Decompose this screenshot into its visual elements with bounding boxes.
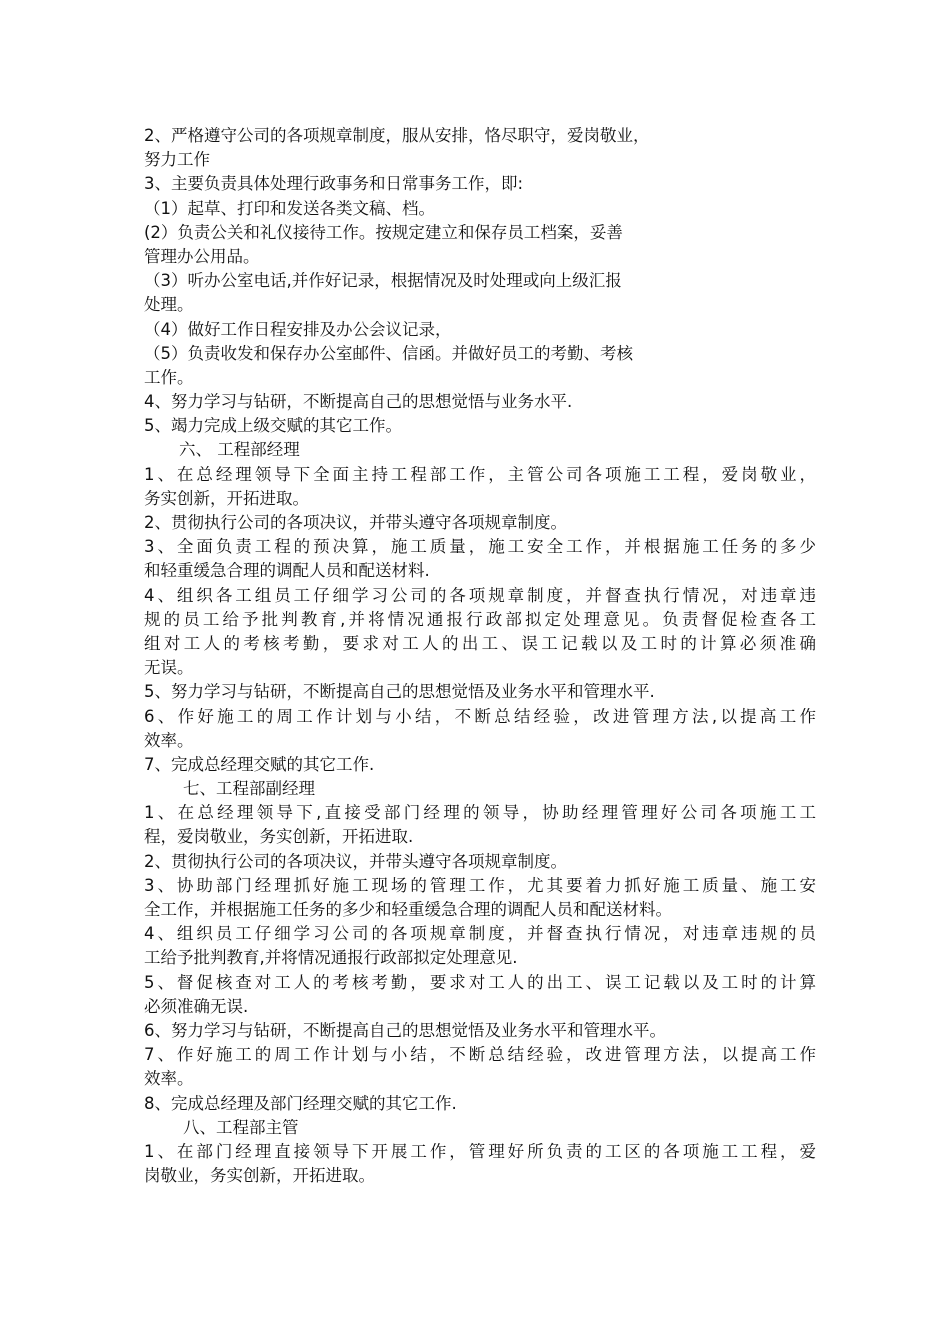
text-line: 务实创新，开拓进取。 [144,488,309,508]
text-line: 无误。 [144,658,194,678]
text-line: 3、协助部门经理抓好施工现场的管理工作，尤其要着力抓好施工质量、施工安 [144,875,816,895]
section-heading: 八、工程部主管 [183,1117,299,1137]
text-line: 5、竭力完成上级交赋的其它工作。 [144,416,402,436]
text-line: 规的员工给予批判教育,并将情况通报行政部拟定处理意见。负责督促检查各工 [144,609,816,629]
text-line: 5、努力学习与钻研，不断提高自己的思想觉悟及业务水平和管理水平. [144,682,655,702]
text-line: 1、在部门经理直接领导下开展工作，管理好所负责的工区的各项施工工程，爱 [144,1141,816,1161]
text-line: 必须准确无误. [144,996,249,1016]
document-body [144,124,816,1188]
text-line: 7、作好施工的周工作计划与小结，不断总结经验，改进管理方法，以提高工作 [144,1045,816,1065]
text-line: （1）起草、打印和发送各类文稿、档。 [144,198,435,218]
text-line: 5、督促核查对工人的考核考勤，要求对工人的出工、误工记载以及工时的计算 [144,972,816,992]
text-line: 工给予批判教育,并将情况通报行政部拟定处理意见. [144,948,518,968]
text-line: 组对工人的考核考勤，要求对工人的出工、误工记载以及工时的计算必须准确 [144,633,816,653]
text-line: （5）负责收发和保存办公室邮件、信函。并做好员工的考勤、考核 [144,343,633,363]
text-line: 1、在总经理领导下全面主持工程部工作，主管公司各项施工工程，爱岗敬业， [144,464,816,484]
text-line: 6、作好施工的周工作计划与小结，不断总结经验，改进管理方法,以提高工作 [144,706,816,726]
text-line: 2、贯彻执行公司的各项决议，并带头遵守各项规章制度。 [144,513,567,532]
text-line: 岗敬业，务实创新，开拓进取。 [144,1166,375,1186]
text-line: 3、主要负责具体处理行政事务和日常事务工作，即: [144,174,524,194]
text-line: 6、努力学习与钻研，不断提高自己的思想觉悟及业务水平和管理水平。 [144,1020,666,1040]
section-heading: 六、 工程部经理 [179,440,300,460]
text-line: 效率。 [144,1069,194,1089]
text-line: 效率。 [144,730,194,750]
section-heading: 七、工程部副经理 [183,779,315,799]
text-line: (2）负责公关和礼仪接待工作。按规定建立和保存员工档案，妥善 [144,222,623,242]
text-line: 工作。 [144,367,194,387]
text-line: （3）听办公室电话,并作好记录，根据情况及时处理或向上级汇报 [144,271,622,291]
text-line: 处理。 [144,295,194,315]
text-line: 管理办公用品。 [144,246,260,266]
text-line: 全工作，并根据施工任务的多少和轻重缓急合理的调配人员和配送材料。 [144,900,672,919]
text-line: 4、组织员工仔细学习公司的各项规章制度，并督查执行情况，对违章违规的员 [144,924,816,944]
text-line: 2、贯彻执行公司的各项决议，并带头遵守各项规章制度。 [144,851,567,871]
text-line: 3、全面负责工程的预决算，施工质量，施工安全工作，并根据施工任务的多少 [144,537,816,557]
text-line: 程，爱岗敬业，务实创新，开拓进取. [144,827,414,847]
text-line: 7、完成总经理交赋的其它工作. [144,754,375,774]
text-line: 1、在总经理领导下,直接受部门经理的领导，协助经理管理好公司各项施工工 [144,803,816,823]
text-line: 和轻重缓急合理的调配人员和配送材料. [144,561,430,581]
text-line: 4、努力学习与钻研，不断提高自己的思想觉悟与业务水平. [144,392,573,412]
text-line: 2、严格遵守公司的各项规章制度，服从安排，恪尽职守，爱岗敬业， [144,126,650,145]
text-line: （4）做好工作日程安排及办公会议记录， [144,319,452,339]
text-line: 努力工作 [144,150,210,170]
text-line: 8、完成总经理及部门经理交赋的其它工作. [144,1093,457,1113]
text-line: 4、组织各工组员工仔细学习公司的各项规章制度，并督查执行情况，对违章违 [144,585,816,605]
